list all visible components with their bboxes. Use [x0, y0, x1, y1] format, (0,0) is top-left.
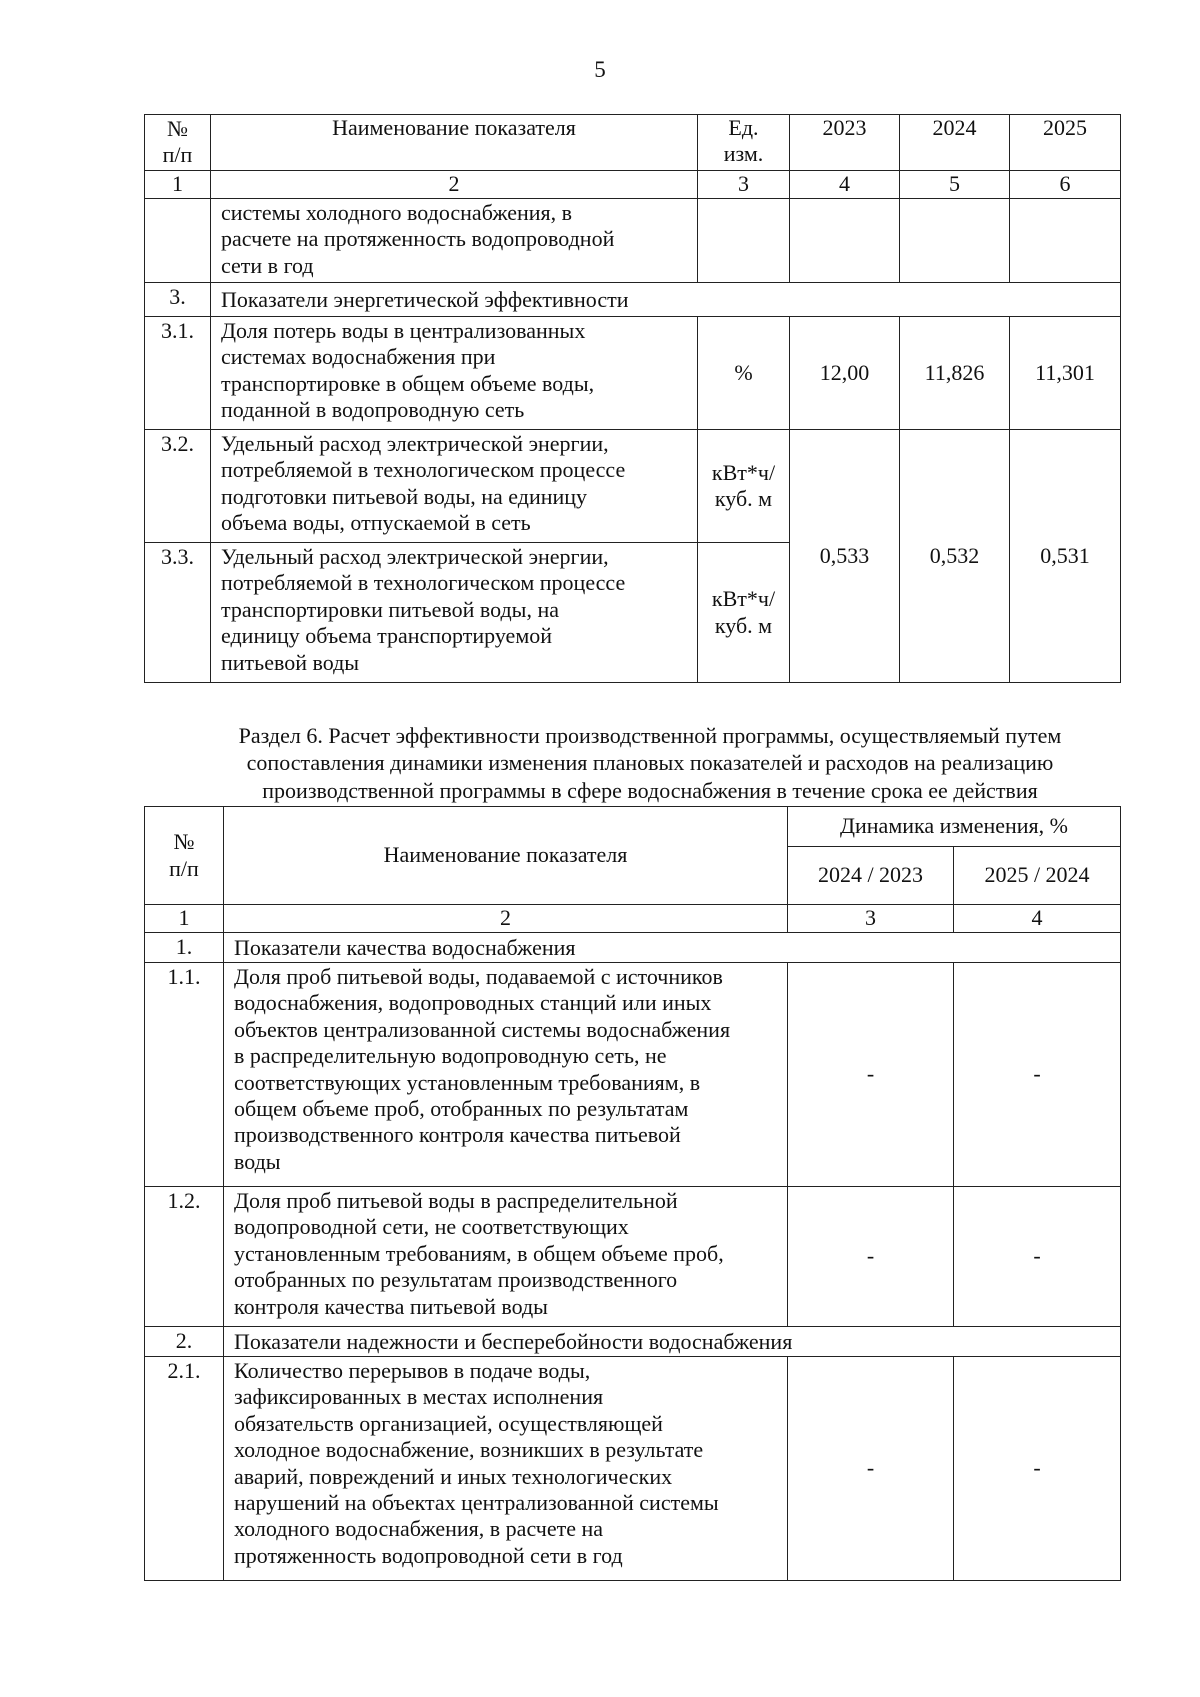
- header-dynamics: Динамика изменения, %: [788, 807, 1121, 847]
- row-3-2-num: 3.2.: [145, 430, 211, 543]
- header-2025-2024: 2025 / 2024: [954, 847, 1121, 905]
- header-2024: 2024: [900, 115, 1010, 171]
- colnum: 6: [1010, 171, 1121, 199]
- section3-row: [145, 283, 1121, 317]
- cont-text: системы холодного водоснабжения, в расчете на протяженность водопроводной сети в год: [211, 199, 698, 283]
- page-number: 5: [594, 57, 606, 82]
- table2-colnum-row: [145, 905, 1121, 933]
- indicators-table: [144, 114, 1121, 683]
- section3-title: Показатели энергетической эффективности: [211, 283, 1121, 317]
- table1-colnum-row: [145, 171, 1121, 199]
- shared-2025-value: 0,531: [1010, 430, 1121, 683]
- colnum: 3: [788, 905, 954, 933]
- row-3-1-2025: 11,301: [1010, 317, 1121, 430]
- row-1-2-dyn1: -: [788, 1187, 954, 1327]
- section2-num: 2.: [145, 1327, 224, 1357]
- row-1-1-dyn2: -: [954, 963, 1121, 1187]
- section3-num: 3.: [145, 283, 211, 317]
- header-2024-2023: 2024 / 2023: [788, 847, 954, 905]
- row-2-1-dyn1: -: [788, 1357, 954, 1581]
- row-3-1-2024: 11,826: [900, 317, 1010, 430]
- table1-continuation-row: [145, 199, 1121, 283]
- header-num: № п/п: [145, 807, 224, 905]
- section1-title: Показатели качества водоснабжения: [224, 933, 1121, 963]
- shared-2024-value: 0,532: [900, 430, 1010, 683]
- row-3-1: [145, 317, 1121, 430]
- row-3-1-name: Доля потерь воды в централизованных системах водоснабжения при транспортировке в общем объеме воды, поданной в водопроводную сеть: [211, 317, 698, 430]
- row-2-1-name: Количество перерывов в подаче воды, зафиксированных в местах исполнения обязательств организацией, осуществляющей холодное водоснабжение, возникших в результате аварий, повреждений и иных технологических нарушений на объектах централизованной системы холодного водоснабжения, в расчете на протяженность водопроводной сети в год: [224, 1357, 788, 1581]
- colnum: 2: [224, 905, 788, 933]
- row-3-1-unit: %: [698, 317, 790, 430]
- row-1-1-name: Доля проб питьевой воды, подаваемой с источников водоснабжения, водопроводных станций или иных объектов централизованной системы водоснабжения в распределительную водопроводную сеть, не соответствующих установленным требованиям, в общем объеме проб, отобранных по результатам производственного контроля качества питьевой воды: [224, 963, 788, 1187]
- row-3-1-2023: 12,00: [790, 317, 900, 430]
- row-3-3-unit: кВт*ч/ куб. м: [698, 543, 790, 683]
- header-2025: 2025: [1010, 115, 1121, 171]
- row-1-2: [145, 1187, 1121, 1327]
- section6-caption: Раздел 6. Расчет эффективности производственной программы, осуществляемый путем сопоставления динамики изменения плановых показателей и расходов на реализацию производственной программы в сфере водоснабжения в течение срока ее действия: [238, 723, 1062, 803]
- header-num: № п/п: [145, 115, 211, 171]
- row-1-2-dyn2: -: [954, 1187, 1121, 1327]
- header-name: Наименование показателя: [211, 115, 698, 171]
- row-1-1-num: 1.1.: [145, 963, 224, 1187]
- row-3-3-num: 3.3.: [145, 543, 211, 683]
- row-1-2-num: 1.2.: [145, 1187, 224, 1327]
- header-2023: 2023: [790, 115, 900, 171]
- row-2-1: [145, 1357, 1121, 1581]
- row-1-1: [145, 963, 1121, 1187]
- row-2-1-num: 2.1.: [145, 1357, 224, 1581]
- efficiency-table: [144, 806, 1121, 1581]
- colnum: 5: [900, 171, 1010, 199]
- colnum: 4: [954, 905, 1121, 933]
- row-1-2-name: Доля проб питьевой воды в распределительной водопроводной сети, не соответствующих установленным требованиям, в общем объеме проб, отобранных по результатам производственного контроля качества питьевой воды: [224, 1187, 788, 1327]
- row-3-1-num: 3.1.: [145, 317, 211, 430]
- header-name: Наименование показателя: [224, 807, 788, 905]
- header-unit: Ед. изм.: [698, 115, 790, 171]
- colnum: 2: [211, 171, 698, 199]
- shared-2023-value: 0,533: [790, 430, 900, 683]
- section2-row: [145, 1327, 1121, 1357]
- row-3-2-unit: кВт*ч/ куб. м: [698, 430, 790, 543]
- colnum: 1: [145, 905, 224, 933]
- cont-num: [145, 199, 211, 283]
- table1-header-row: [145, 115, 1121, 171]
- colnum: 4: [790, 171, 900, 199]
- row-3-2: [145, 430, 1121, 543]
- section1-num: 1.: [145, 933, 224, 963]
- section2-title: Показатели надежности и бесперебойности водоснабжения: [224, 1327, 1121, 1357]
- colnum: 1: [145, 171, 211, 199]
- section1-row: [145, 933, 1121, 963]
- row-3-3-name: Удельный расход электрической энергии, потребляемой в технологическом процессе транспортировки питьевой воды, на единицу объема транспортируемой питьевой воды: [211, 543, 698, 683]
- table2-header-row: [145, 807, 1121, 847]
- row-3-2-name: Удельный расход электрической энергии, потребляемой в технологическом процессе подготовки питьевой воды, на единицу объема воды, отпускаемой в сеть: [211, 430, 698, 543]
- row-1-1-dyn1: -: [788, 963, 954, 1187]
- row-2-1-dyn2: -: [954, 1357, 1121, 1581]
- colnum: 3: [698, 171, 790, 199]
